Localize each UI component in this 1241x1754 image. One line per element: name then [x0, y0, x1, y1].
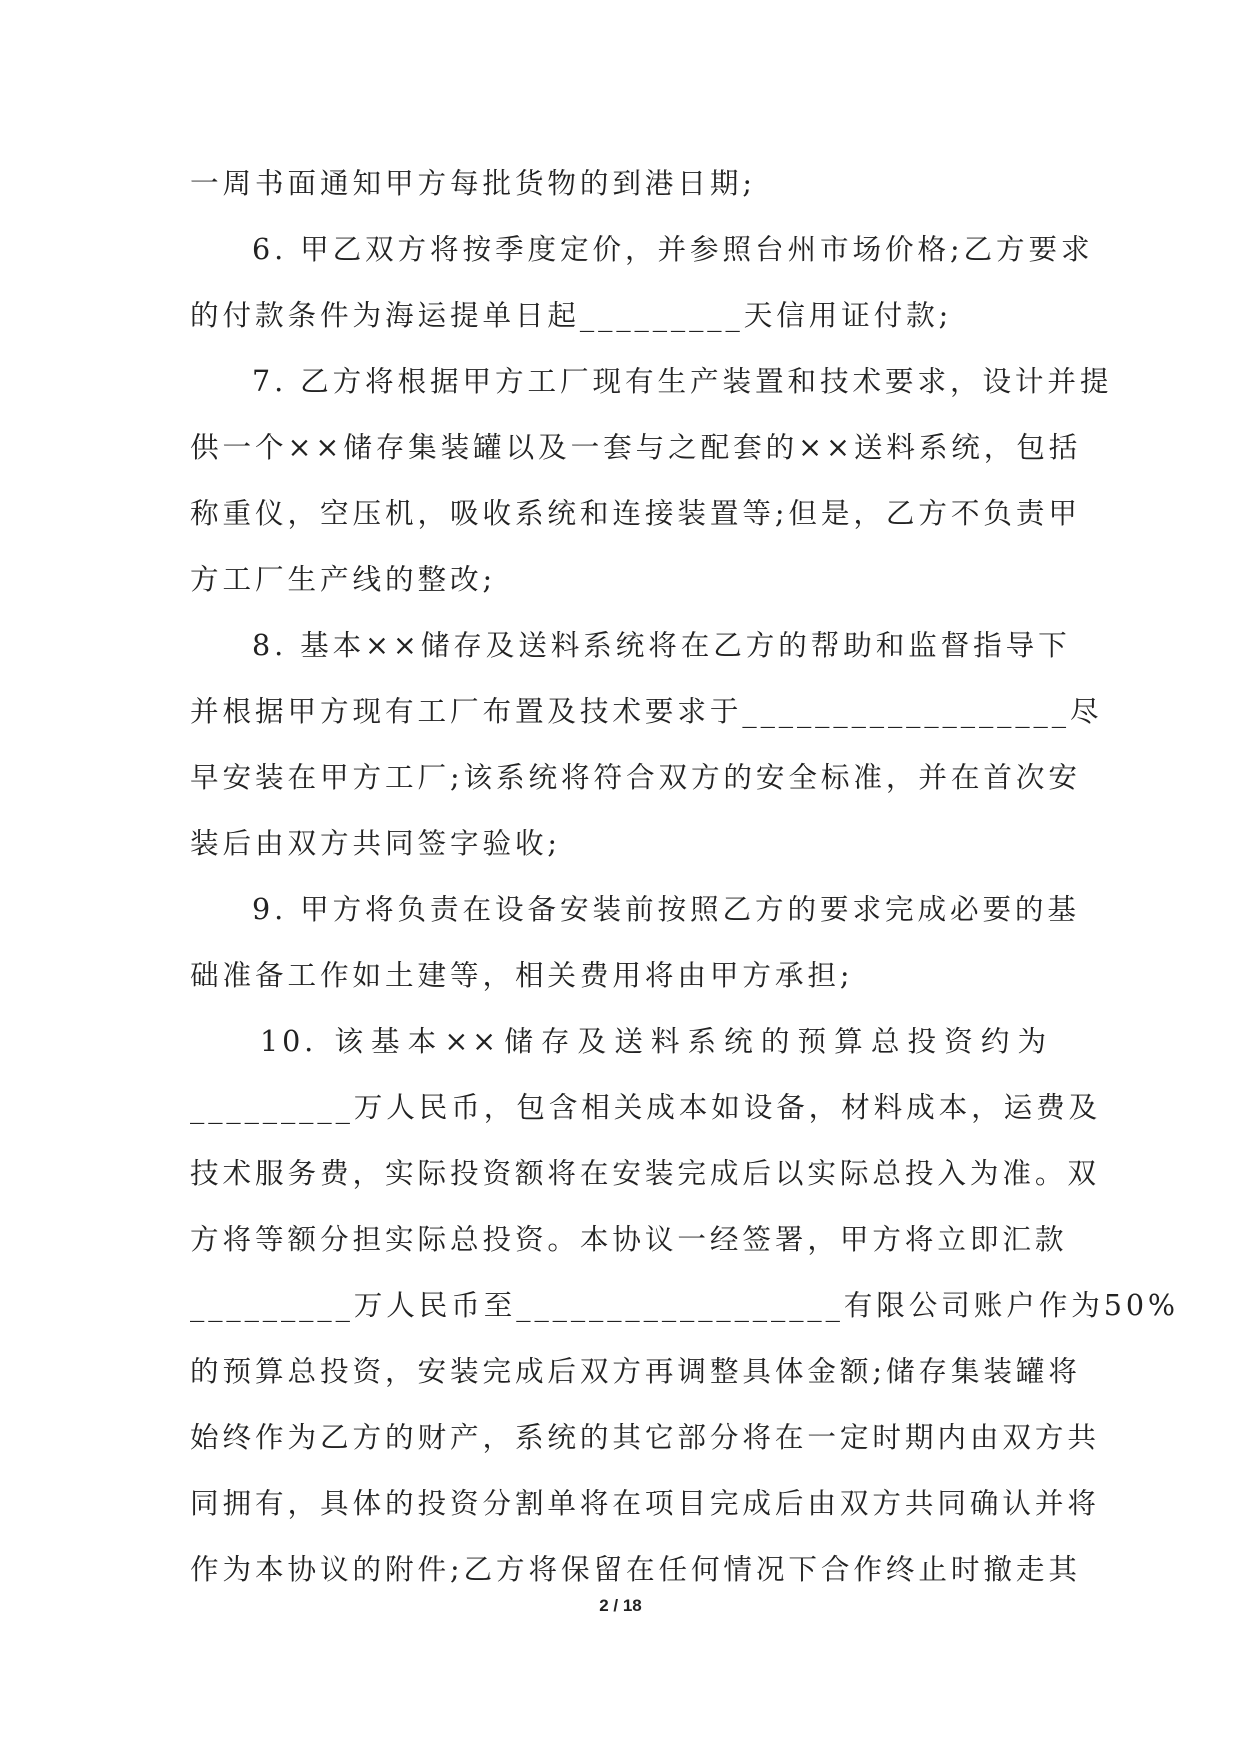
text-line: 方工厂生产线的整改;: [190, 562, 496, 596]
text-line: 方将等额分担实际总投资。本协议一经签署，甲方将立即汇款: [190, 1222, 1068, 1256]
document-body: [190, 150, 1179, 1602]
text-line: 8. 基本××储存及送料系统将在乙方的帮助和监督指导下: [252, 628, 1071, 662]
text-line: 的预算总投资，安装完成后双方再调整具体金额;储存集装罐将: [190, 1354, 1081, 1388]
text-line: 始终作为乙方的财产，系统的其它部分将在一定时期内由双方共: [190, 1420, 1100, 1454]
text-line: 技术服务费，实际投资额将在安装完成后以实际总投入为准。双: [190, 1156, 1100, 1190]
text-line: 称重仪，空压机，吸收系统和连接装置等;但是，乙方不负责甲: [190, 496, 1081, 530]
text-line: 早安装在甲方工厂;该系统将符合双方的安全标准，并在首次安: [190, 760, 1081, 794]
text-line: 9. 甲方将负责在设备安装前按照乙方的要求完成必要的基: [252, 892, 1080, 926]
text-line: 的付款条件为海运提单日起_________天信用证付款;: [190, 298, 953, 332]
text-line: _________万人民币，包含相关成本如设备，材料成本，运费及: [190, 1090, 1102, 1124]
text-line: 并根据甲方现有工厂布置及技术要求于__________________尽: [190, 694, 1103, 728]
text-line: 6. 甲乙双方将按季度定价，并参照台州市场价格;乙方要求: [252, 232, 1094, 266]
text-line: 10. 该基本××储存及送料系统的预算总投资约为: [260, 1024, 1050, 1058]
text-line: 供一个××储存集装罐以及一套与之配套的××送料系统，包括: [190, 430, 1082, 464]
text-line: 一周书面通知甲方每批货物的到港日期;: [190, 166, 756, 200]
text-line: 7. 乙方将根据甲方工厂现有生产装置和技术要求，设计并提: [252, 364, 1113, 398]
text-line: 同拥有，具体的投资分割单将在项目完成后由双方共同确认并将: [190, 1486, 1100, 1520]
page-number: 2 / 18: [599, 1596, 642, 1615]
text-line: 装后由双方共同签字验收;: [190, 826, 561, 860]
text-line: 础准备工作如土建等，相关费用将由甲方承担;: [190, 958, 854, 992]
text-line: 作为本协议的附件;乙方将保留在任何情况下合作终止时撤走其: [190, 1552, 1081, 1586]
text-line: _________万人民币至__________________有限公司账户作为50%: [190, 1288, 1179, 1322]
